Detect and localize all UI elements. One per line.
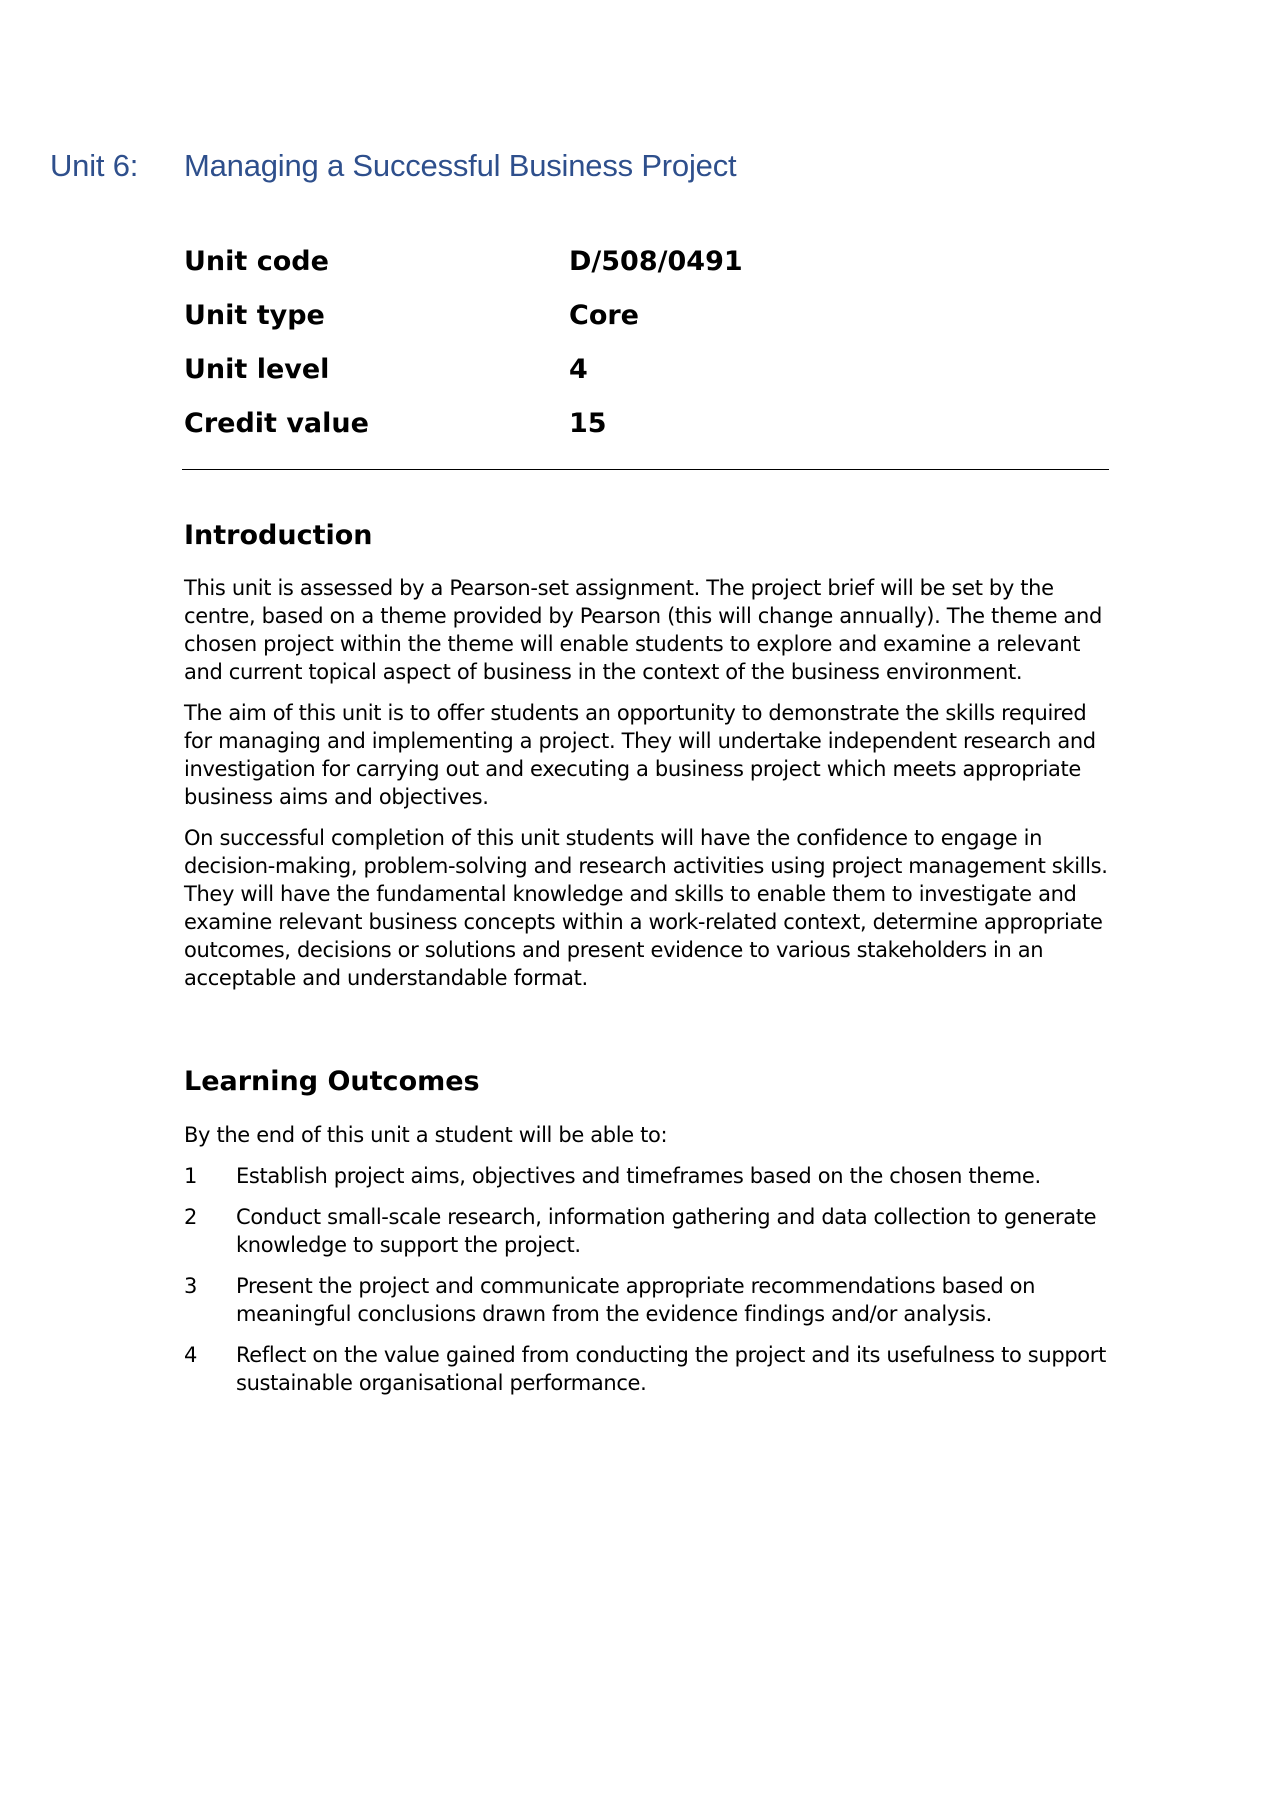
learning-outcome-text: Reflect on the value gained from conducting the project and its usefulness to support sustainable organisational performance.: [236, 1343, 1106, 1395]
learning-outcome-number: 1: [184, 1164, 198, 1188]
unit-code-label: Unit code: [184, 245, 329, 277]
unit-info-table: [184, 234, 904, 450]
learning-outcome-item: [184, 1272, 1124, 1328]
introduction-body: [184, 574, 1114, 1005]
introduction-heading: Introduction: [184, 520, 373, 551]
learning-outcome-text: Establish project aims, objectives and timeframes based on the chosen theme.: [236, 1164, 1041, 1188]
unit-level-value: 4: [569, 353, 588, 385]
unit-code-row: [184, 234, 904, 288]
learning-outcome-item: [184, 1162, 1124, 1190]
introduction-paragraph: This unit is assessed by a Pearson-set assignment. The project brief will be set by the centre, based on a theme provided by Pearson (this will change annually). The theme and chosen project within the theme will enable students to explore and examine a relevant and current topical aspect of business in the context of the business environment.: [184, 576, 1102, 684]
learning-outcome-text: Present the project and communicate appropriate recommendations based on meaningful conclusions drawn from the evidence findings and/or analysis.: [236, 1274, 1036, 1326]
introduction-paragraph: On successful completion of this unit students will have the confidence to engage in decision-making, problem-solving and research activities using project management skills. They will have the fundamental knowledge and skills to enable them to investigate and examine relevant business concepts within a work-related context, determine appropriate outcomes, decisions or solutions and present evidence to various stakeholders in an acceptable and understandable format.: [184, 826, 1108, 990]
credit-value-value: 15: [569, 407, 607, 439]
unit-type-value: Core: [569, 299, 639, 331]
learning-outcomes-heading: Learning Outcomes: [184, 1066, 480, 1097]
credit-value-row: [184, 396, 904, 450]
unit-number: Unit 6:: [50, 148, 139, 183]
learning-outcomes-intro: By the end of this unit a student will be able to:: [184, 1123, 668, 1147]
unit-heading: [50, 148, 736, 184]
section-divider: [182, 469, 1109, 470]
learning-outcome-number: 4: [184, 1343, 198, 1367]
learning-outcome-number: 3: [184, 1274, 198, 1298]
introduction-paragraph: The aim of this unit is to offer students an opportunity to demonstrate the skills required for managing and implementing a project. They will undertake independent research and investigation for carrying out and executing a business project which meets appropriate business aims and objectives.: [184, 701, 1096, 809]
learning-outcome-number: 2: [184, 1205, 198, 1229]
unit-code-value: D/508/0491: [569, 245, 743, 277]
learning-outcome-item: [184, 1341, 1124, 1397]
unit-type-row: [184, 288, 904, 342]
unit-level-row: [184, 342, 904, 396]
learning-outcome-text: Conduct small-scale research, information gathering and data collection to generate knowledge to support the project.: [236, 1205, 1097, 1257]
learning-outcomes-list: [184, 1162, 1124, 1410]
unit-level-label: Unit level: [184, 353, 330, 385]
unit-type-label: Unit type: [184, 299, 325, 331]
credit-value-label: Credit value: [184, 407, 369, 439]
unit-title: Managing a Successful Business Project: [184, 148, 737, 183]
learning-outcome-item: [184, 1203, 1124, 1259]
